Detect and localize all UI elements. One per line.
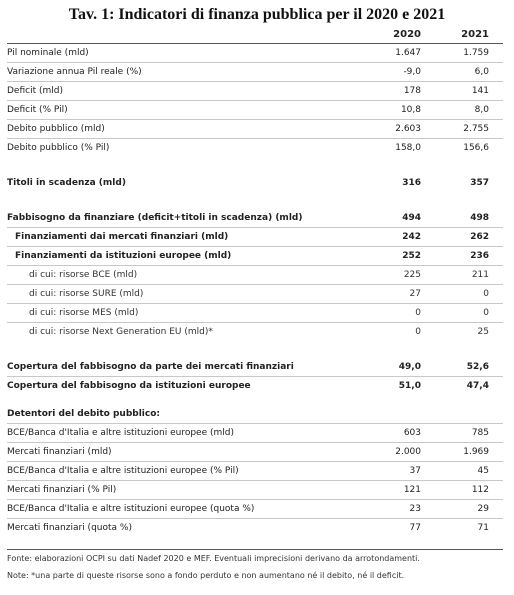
row-label: Finanziamenti dai mercati finanziari (mld) [7, 228, 353, 247]
row-label: Finanziamenti da istituzioni europee (mld) [7, 247, 353, 266]
row-label: Fabbisogno da finanziare (deficit+titoli in scadenza) (mld) [7, 209, 353, 228]
value-2021: 0 [437, 285, 503, 304]
table-row [7, 139, 503, 158]
table-row [7, 481, 503, 500]
value-2021: 1.759 [437, 44, 503, 63]
row-label: Mercati finanziari (mld) [7, 443, 353, 462]
value-2021: 211 [437, 266, 503, 285]
value-2021: 357 [470, 178, 489, 188]
table-row-copertura-istituzioni [7, 377, 503, 396]
finance-table [7, 26, 503, 537]
header-2020: 2020 [353, 26, 437, 44]
row-label: di cui: risorse MES (mld) [7, 304, 353, 323]
value-2020: 494 [353, 209, 437, 228]
value-2021: 47,4 [466, 381, 489, 391]
value-2021: 236 [437, 247, 503, 266]
value-2021: 71 [477, 523, 489, 533]
table-header-row [7, 26, 503, 44]
value-2021: 112 [437, 481, 503, 500]
row-label: BCE/Banca d'Italia e altre istituzioni europee (mld) [7, 424, 353, 443]
value-2020: 603 [353, 424, 437, 443]
value-2021: 262 [437, 228, 503, 247]
value-2021: 0 [437, 304, 503, 323]
table-row [7, 266, 503, 285]
table-row [7, 44, 503, 63]
value-2020: 77 [409, 523, 421, 533]
row-label: Titoli in scadenza (mld) [7, 178, 126, 188]
value-2020: -9,0 [353, 63, 437, 82]
row-label: BCE/Banca d'Italia e altre istituzioni europee (% Pil) [7, 462, 353, 481]
value-2020: 49,0 [353, 358, 437, 377]
value-2021: 6,0 [437, 63, 503, 82]
value-2020: 1.647 [353, 44, 437, 63]
value-2020: 2.000 [353, 443, 437, 462]
row-label: di cui: risorse Next Generation EU (mld)* [29, 327, 213, 337]
value-2021: 156,6 [463, 143, 489, 153]
table-row [7, 462, 503, 481]
table-row-copertura-mercati [7, 358, 503, 377]
table-row [7, 82, 503, 101]
table-row-fabbisogno [7, 209, 503, 228]
row-label: di cui: risorse SURE (mld) [7, 285, 353, 304]
table-row [7, 519, 503, 538]
value-2020: 252 [353, 247, 437, 266]
value-2020: 0 [415, 327, 421, 337]
value-2020: 2.603 [353, 120, 437, 139]
value-2021: 45 [437, 462, 503, 481]
value-2020: 121 [353, 481, 437, 500]
value-2021: 2.755 [437, 120, 503, 139]
table-title: Tav. 1: Indicatori di finanza pubblica per il 2020 e 2021 [68, 6, 446, 23]
row-label: Copertura del fabbisogno da istituzioni europee [7, 381, 251, 391]
table-row [7, 120, 503, 139]
row-label: Copertura del fabbisogno da parte dei mercati finanziari [7, 358, 353, 377]
value-2020: 178 [353, 82, 437, 101]
row-label: Deficit (% Pil) [7, 101, 353, 120]
value-2020: 51,0 [398, 381, 421, 391]
detentori-heading: Detentori del debito pubblico: [7, 405, 353, 424]
table-row [7, 285, 503, 304]
table-row [7, 443, 503, 462]
value-2020: 0 [353, 304, 437, 323]
row-label: di cui: risorse BCE (mld) [7, 266, 353, 285]
row-label: Deficit (mld) [7, 82, 353, 101]
value-2020: 23 [353, 500, 437, 519]
table-row-fin-mercati [7, 228, 503, 247]
value-2020: 10,8 [353, 101, 437, 120]
value-2021: 785 [437, 424, 503, 443]
value-2021: 29 [437, 500, 503, 519]
value-2020: 316 [402, 178, 421, 188]
table-row-titoli [7, 174, 503, 192]
footnote: Note: *una parte di queste risorse sono a fondo perduto e non aumentano né il debito, né il deficit. [7, 571, 405, 580]
row-label: Debito pubblico (mld) [7, 120, 353, 139]
row-label: Variazione annua Pil reale (%) [7, 63, 353, 82]
value-2021: 52,6 [437, 358, 503, 377]
table-row [7, 304, 503, 323]
header-label [7, 26, 353, 44]
value-2021: 25 [477, 327, 489, 337]
value-2021: 1.969 [437, 443, 503, 462]
row-label: Mercati finanziari (quota %) [7, 523, 132, 533]
table-row [7, 323, 503, 342]
table-row [7, 63, 503, 82]
source-note: Fonte: elaborazioni OCPI su dati Nadef 2020 e MEF. Eventuali imprecisioni derivano da arrotondamenti. [7, 549, 503, 563]
value-2020: 27 [353, 285, 437, 304]
table-row [7, 101, 503, 120]
header-2021: 2021 [437, 26, 503, 44]
row-label: Mercati finanziari (% Pil) [7, 481, 353, 500]
value-2021: 141 [437, 82, 503, 101]
value-2021: 8,0 [437, 101, 503, 120]
row-label: Pil nominale (mld) [7, 44, 353, 63]
value-2020: 158,0 [395, 143, 421, 153]
row-label: Debito pubblico (% Pil) [7, 143, 110, 153]
value-2020: 242 [353, 228, 437, 247]
row-label: BCE/Banca d'Italia e altre istituzioni europee (quota %) [7, 500, 353, 519]
value-2021: 498 [437, 209, 503, 228]
table-row [7, 424, 503, 443]
value-2020: 37 [353, 462, 437, 481]
table-row-fin-istituzioni [7, 247, 503, 266]
detentori-heading-row [7, 405, 503, 424]
value-2020: 225 [353, 266, 437, 285]
table-row [7, 500, 503, 519]
